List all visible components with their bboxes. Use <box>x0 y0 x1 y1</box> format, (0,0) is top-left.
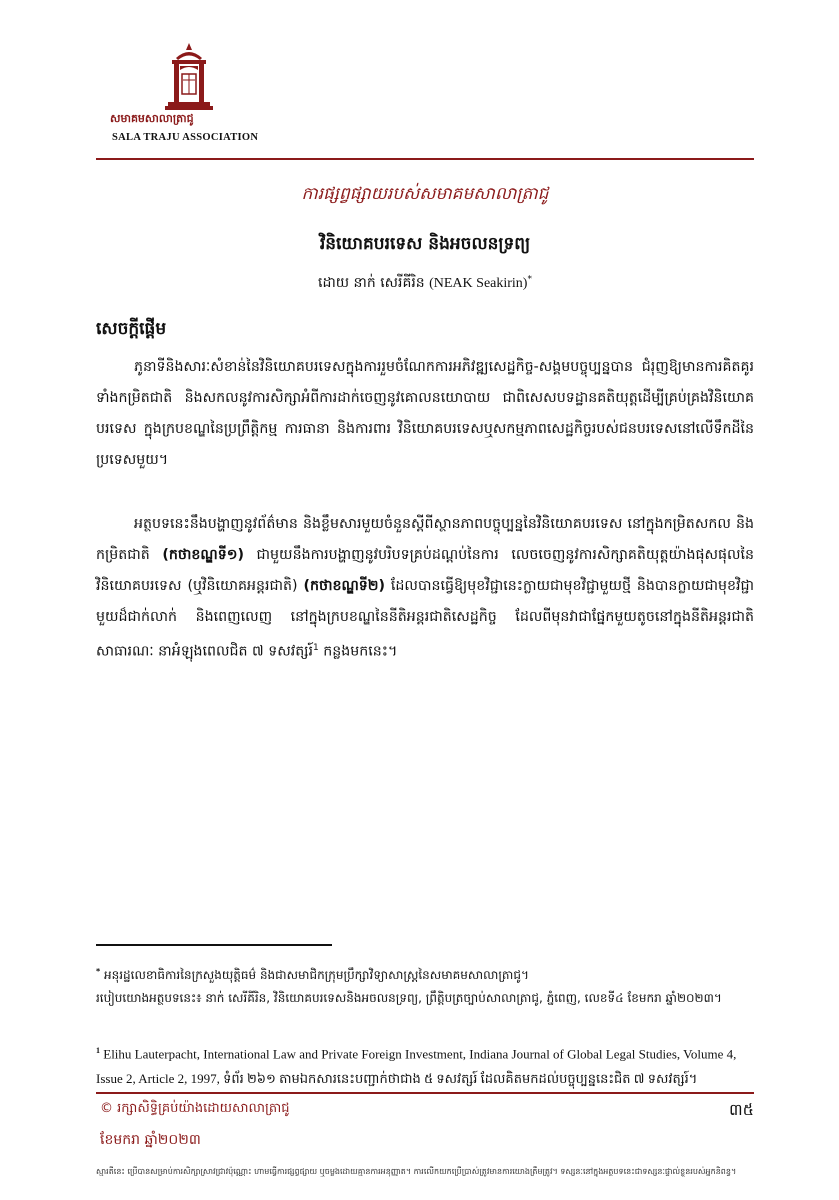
author-name-latin: (NEAK Seakirin) <box>429 276 528 291</box>
series-title: ការផ្សព្វផ្សាយរបស់សមាគមសាលាត្រាជូ <box>301 184 549 204</box>
page-number: ៣៥ <box>729 1100 754 1119</box>
footnote-ref-1[interactable]: 1 <box>312 643 319 653</box>
author-footnote-mark[interactable]: * <box>527 274 532 285</box>
org-name-khmer: សមាគមសាលាត្រាជូ <box>110 112 194 125</box>
section-ref-1: (កថាខណ្ឌទី១) <box>162 547 244 563</box>
paragraph-2 <box>96 509 754 668</box>
paragraph-2-part-f: កន្លងមកនេះ។ <box>323 643 398 660</box>
footnote-citation-text: របៀបយោងអត្ថបទនេះ៖ នាក់ សេរីគីរិន, វិនិយោគបរទេសនិងអចលនទ្រព្យ, ព្រឹត្តិបត្រច្បាប់សាលាត្រាជូ, ភ្នំពេញ, លេខទី៤ ខែមករា ឆ្នាំ២០២៣។ <box>96 991 722 1005</box>
footnote-author-mark: * <box>96 967 101 976</box>
org-name-english: SALA TRAJU ASSOCIATION <box>112 132 259 143</box>
paragraph-2-part-e: ដែលបានធ្វើឱ្យមុខវិជ្ជានេះក្លាយជាមុខវិជ្ជាមួយថ្មី និងបានក្លាយជាមុខវិជ្ជាមួយដ៏ជាក់លាក់ និងពេញលេញ នៅក្នុងក្របខណ្ឌនៃនីតិអន្តរជាតិសេដ្ឋកិច្ច ដែលពីមុនវាជាផ្នែកមួយតូចនៅក្នុងនីតិអន្តរជាតិសាធារណៈ នាអំឡុងពេលជិត ៧ ទសវត្សរ៍ <box>96 578 754 660</box>
disclaimer-text: ស្មារតីនេះ ប្រើបានសម្រាប់ការសិក្សាស្រាវជ្រាវប៉ុណ្ណោះ ហាមធ្វើការផ្សព្វផ្សាយ ឬចម្លងដោយគ្មានការអនុញ្ញាត។ ការលើកយកប្រើប្រាស់ត្រូវមានការយោងត្រឹមត្រូវ។ ទស្សនៈនៅក្នុងអត្ថបទនេះជាទស្សនៈផ្ទាល់ខ្លួនរបស់អ្នកនិពន្ធ។ <box>96 1167 737 1176</box>
footnote-divider <box>96 944 332 946</box>
footnote-1-mark: 1 <box>96 1046 100 1055</box>
author-name-khmer: ដោយ នាក់ សេរីគីរិន <box>318 275 425 291</box>
header-divider <box>96 158 754 160</box>
copyright-notice: © រក្សាសិទ្ធិគ្រប់យ៉ាងដោយសាលាត្រាជូ <box>100 1101 290 1116</box>
paragraph-1: ភូនាទីនិងសារៈសំខាន់នៃវិនិយោគបរទេសក្នុងការរួមចំណែកការអភិវឌ្ឍសេដ្ឋកិច្ច-សង្គមបច្ចុប្បន្នបាន ជំរុញឱ្យមានការគិតគូរទាំងកម្រិតជាតិ និងសកលនូវការសិក្សាអំពីការដាក់ចេញនូវគោលនយោបាយ ជាពិសេសបទដ្ឋានគតិយុត្តដើម្បីគ្រប់គ្រងវិនិយោគបរទេស ក្នុងក្របខណ្ឌនៃប្រព្រឹត្តិកម្ម ការធានា និងការពារ វិនិយោគបរទេសឬសកម្មភាពសេដ្ឋកិច្ចរបស់ជនបរទេសនៅលើទឹកដីនៃប្រទេសមួយ។ <box>96 359 754 468</box>
paragraph-2-part-a: អត្ថបទនេះនឹងបង្ហាញនូវព័ត៌មាន និងខ្លឹមសារមួយចំនួនស្តីពីស្ថានភាពបច្ចុប្បន្ននៃវិនិយោគបរទេស នៅក្នុងកម្រិតសកល និងកម្រិតជាតិ <box>96 516 754 563</box>
byline <box>96 273 754 294</box>
footer-divider <box>96 1092 754 1094</box>
temple-scales-logo-icon <box>164 42 214 110</box>
footnote-author <box>96 960 754 1010</box>
footnote-1-text: Elihu Lauterpacht, International Law and Private Foreign Investment, Indiana Journal of Global Legal Studies, Volume 4, Issue 2, Article 2, 1997, ទំព័រ ២៦១ តាមឯកសារនេះបញ្ជាក់ថាជាង ៥ ទសវត្សរ៍ ដែលគិតមកដល់បច្ចុប្បន្ននេះជិត ៧ ទសវត្សរ៍។ <box>96 1046 737 1087</box>
issue-date: ខែមករា ឆ្នាំ២០២៣ <box>100 1132 201 1148</box>
section-heading: សេចក្តីផ្តើម <box>96 319 167 339</box>
footnote-author-text: អនុរដ្ឋលេខាធិការនៃក្រសួងយុត្តិធម៌ និងជាសមាជិកក្រុមប្រឹក្សាវិទ្យាសាស្ត្រនៃសមាគមសាលាត្រាជូ។ <box>104 968 529 982</box>
paragraph-2-part-c: ជាមួយនឹងការបង្ហាញនូវបរិបទគ្រប់ដណ្តប់នៃការ លេចចេញនូវការសិក្សាគតិយុត្តយ៉ាងផុសផុលនៃវិនិយោគបរទេស (ឬវិនិយោគអន្តរជាតិ) <box>96 547 755 594</box>
section-ref-2: (កថាខណ្ឌទី២) <box>303 578 386 594</box>
article-title: វិនិយោគបរទេស និងអចលនទ្រព្យ <box>319 234 531 254</box>
footnote-1 <box>96 1038 754 1091</box>
